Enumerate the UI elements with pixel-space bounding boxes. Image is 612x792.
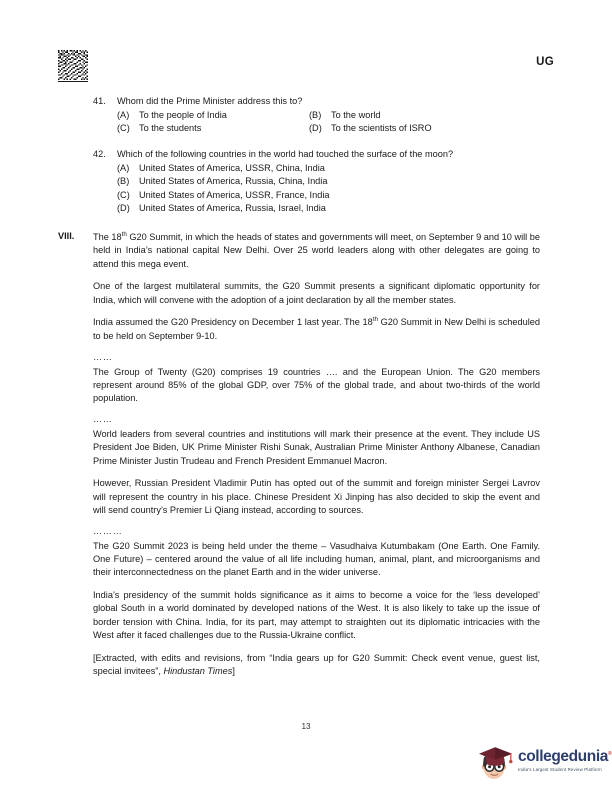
passage-roman-number: VIII. [58, 231, 75, 241]
question-42-text: Which of the following countries in the world had touched the surface of the moon? [117, 149, 454, 159]
option-a-label: United States of America, USSR, China, India [139, 162, 325, 173]
logo-text-block [518, 746, 610, 773]
passage-separator-2: …… [93, 413, 113, 424]
passage-paragraph-4: The Group of Twenty (G20) comprises 19 countries …. and the European Union. The G20 members represent around 85% of the global GDP, over 75% of the global trade, and about two-thirds of the world population. [93, 366, 540, 404]
option-b-key: (B) [309, 109, 322, 120]
question-41-stem [93, 95, 540, 109]
logo-trademark: ® [607, 751, 612, 757]
question-42 [93, 148, 540, 216]
option-c-key: (C) [117, 123, 130, 134]
citation-pre: [Extracted, with edits and revisions, from “India gears up for G20 Summit: Check event venue, guest list, special invitees”, [93, 652, 540, 677]
option-d-key: (D) [309, 123, 322, 134]
logo-tagline: India's Largest Student Review Platform [518, 767, 602, 773]
qr-underline [58, 81, 88, 82]
option-a-label: To the people of India [139, 109, 227, 120]
option-b-label: United States of America, Russia, China, India [139, 176, 328, 187]
option-d[interactable] [309, 122, 540, 136]
passage-paragraph-2: One of the largest multilateral summits, the G20 Summit presents a significant diplomatic opportunity for India, which will convene with the adoption of a joint declaration by all the member states. [93, 281, 540, 305]
citation-post: ] [232, 666, 235, 677]
option-c-label: To the students [139, 123, 202, 134]
passage-separator-3: ……… [93, 525, 123, 536]
option-d-label: United States of America, Russia, Israel, India [139, 203, 326, 214]
question-42-stem [93, 148, 540, 162]
ordinal-suffix: th [372, 316, 378, 324]
logo-name: collegedunia [518, 748, 608, 766]
passage-separator-1: …… [93, 351, 113, 362]
passage-citation [93, 652, 540, 679]
question-41-options [117, 109, 540, 136]
collegedunia-logo[interactable] [474, 741, 612, 783]
option-b[interactable] [117, 175, 540, 189]
passage-paragraph-3 [93, 316, 540, 343]
ordinal-suffix: th [121, 230, 127, 238]
option-d[interactable] [117, 202, 540, 216]
passage-body [93, 231, 540, 678]
passage-paragraph-1 [93, 231, 540, 271]
page-header [58, 50, 554, 90]
paragraph-1-pre: The 18 [93, 232, 122, 242]
question-41-text: Whom did the Prime Minister address this to? [117, 96, 303, 106]
option-b-key: (B) [117, 176, 130, 187]
option-c[interactable] [117, 189, 540, 203]
reading-passage-viii [58, 231, 540, 678]
qr-code-icon [58, 50, 88, 80]
question-41-number: 41. [93, 96, 106, 106]
option-d-key: (D) [117, 203, 130, 214]
passage-paragraph-5: World leaders from several countries and institutions will mark their presence at the event. They include US President Joe Biden, UK Prime Minister Rishi Sunak, Australian Prime Minister Anthony Albanese, Canadian Prime Minister Justin Trudeau and French President Emmanuel Macron. [93, 428, 540, 466]
passage-paragraph-7: The G20 Summit 2023 is being held under the theme – Vasudhaiva Kutumbakam (One Earth. One Family. One Future) – centered around the value of all life including human, animal, plant, and microorganisms and their interconnectedness on the planet Earth and in the wider universe. [93, 540, 540, 578]
option-c-label: United States of America, USSR, France, India [139, 189, 330, 200]
page-number: 13 [301, 722, 311, 731]
question-42-options [117, 162, 540, 216]
passage-paragraph-8: India’s presidency of the summit holds significance as it aims to become a voice for the ‘less developed’ global South in a world dominated by developed nations of the West. It is also likely to take up the issue of border tension with China. India, for its part, may attempt to straighten out its diplomatic intricacies with the West after it faced challenges due to the Russia-Ukraine conflict. [93, 590, 540, 641]
paragraph-3-pre: India assumed the G20 Presidency on December 1 last year. The 18 [93, 317, 373, 328]
option-c[interactable] [117, 122, 309, 136]
option-d-label: To the scientists of ISRO [331, 123, 432, 134]
question-42-number: 42. [93, 149, 106, 159]
option-a-key: (A) [117, 109, 130, 120]
option-b-label: To the world [331, 109, 381, 120]
logo-wordmark [518, 746, 610, 765]
option-a[interactable] [117, 109, 309, 123]
option-a[interactable] [117, 162, 540, 176]
citation-source: Hindustan Times [163, 666, 233, 677]
exam-level-label: UG [536, 56, 554, 68]
paragraph-3-post: G20 Summit in New Delhi is scheduled to be held on September 9-10. [93, 317, 540, 341]
option-b[interactable] [309, 109, 540, 123]
option-a-key: (A) [117, 162, 130, 173]
passage-paragraph-6: However, Russian President Vladimir Putin has opted out of the summit and foreign minister Sergei Lavrov will represent the country in his place. Chinese President Xi Jinping has also decided to skip the event and will send country’s Premier Li Qiang instead, according to sources. [93, 478, 540, 515]
graduate-avatar-icon [474, 741, 516, 783]
option-c-key: (C) [117, 189, 130, 200]
question-41 [93, 95, 540, 136]
paragraph-1-post: G20 Summit, in which the heads of states and governments will meet, on September 9 and 10 will be held in India’s national capital New Delhi. Over 25 world leaders along with other delegates are going to attend this mega event. [93, 232, 540, 269]
